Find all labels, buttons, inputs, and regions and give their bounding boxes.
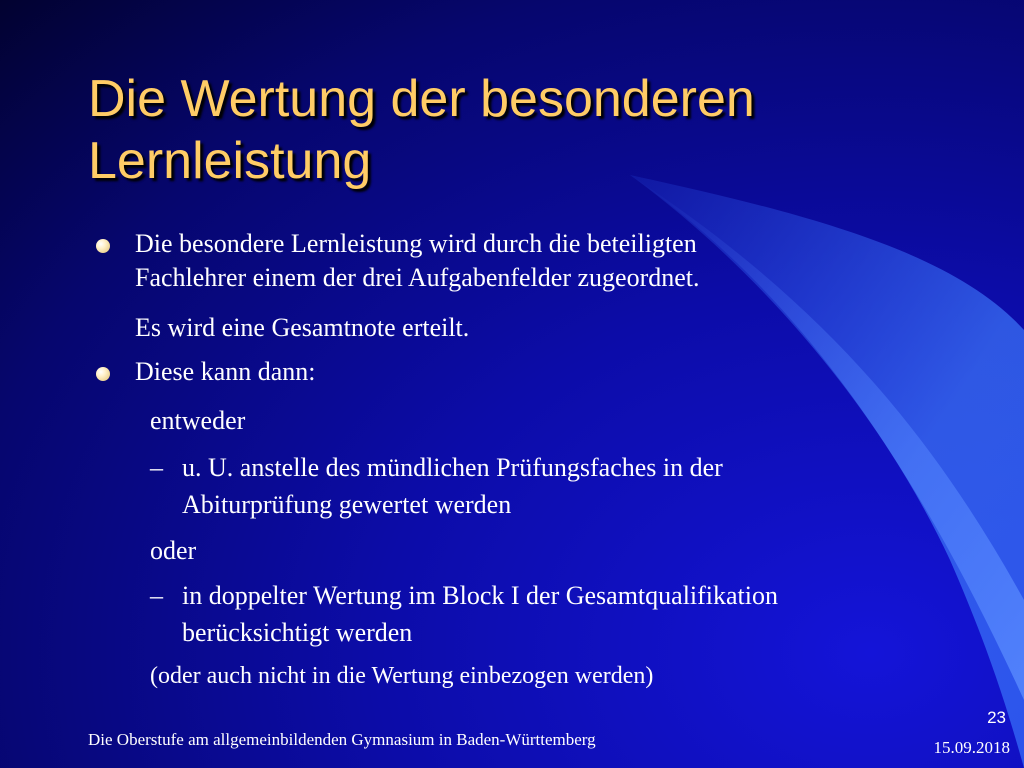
bullet-icon bbox=[96, 239, 110, 253]
bullet-2-text: Diese kann dann: bbox=[135, 357, 316, 386]
dash-icon: – bbox=[150, 581, 163, 610]
bullet-1-line-2: Fachlehrer einem der drei Aufgabenfelder zugeordnet. bbox=[135, 263, 700, 292]
dash-icon: – bbox=[150, 453, 163, 482]
sub-item-1-line-2: Abiturprüfung gewertet werden bbox=[182, 490, 512, 519]
footer-text: Die Oberstufe am allgemeinbildenden Gymnasium in Baden-Württemberg bbox=[88, 730, 596, 749]
slide-title: Die Wertung der besonderen Lernleistung bbox=[88, 70, 755, 190]
footer-date: 15.09.2018 bbox=[933, 738, 1010, 757]
sub-item-2-line-1: in doppelter Wertung im Block I der Gesamtqualifikation bbox=[182, 581, 779, 610]
bullet-1-line-3: Es wird eine Gesamtnote erteilt. bbox=[135, 313, 470, 342]
page-number: 23 bbox=[987, 708, 1006, 727]
bullet-icon bbox=[96, 367, 110, 381]
sub-item-1-line-1: u. U. anstelle des mündlichen Prüfungsfaches in der bbox=[182, 453, 723, 482]
note-text: (oder auch nicht in die Wertung einbezogen werden) bbox=[150, 663, 654, 689]
sub-item-2-line-2: berücksichtigt werden bbox=[182, 618, 413, 647]
bullet-1-line-1: Die besondere Lernleistung wird durch die beteiligten bbox=[135, 229, 697, 258]
entweder-label: entweder bbox=[150, 406, 246, 435]
oder-label: oder bbox=[150, 536, 197, 565]
